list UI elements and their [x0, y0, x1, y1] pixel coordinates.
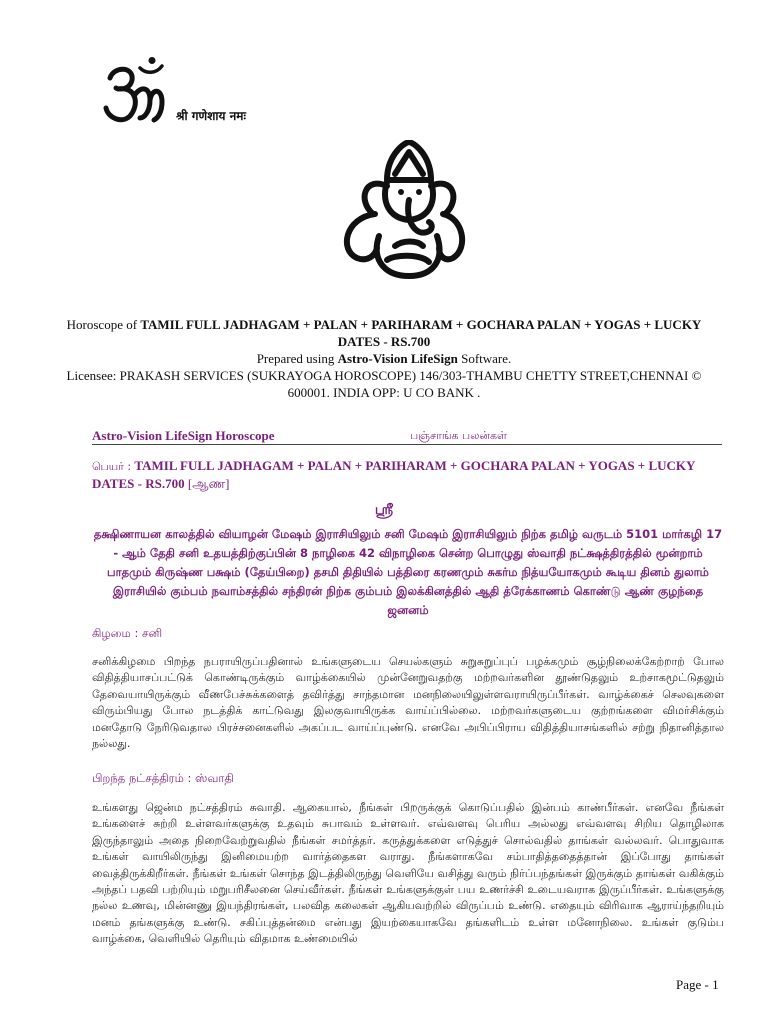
prepared-using-line: Prepared using Astro-Vision LifeSign Software.: [256, 351, 512, 366]
shri-ganeshaya-text: श्री गणेशाय नमः: [176, 109, 246, 123]
licensee-line: Licensee: PRAKASH SERVICES (SUKRAYOGA HOROSCOPE) 146/303-THAMBU CHETTY STREET,CHENNAI © 600001. INDIA OPP: U CO BANK .: [66, 368, 702, 400]
weekday-paragraph: சனிக்கிழமை பிறந்த நபராயிருப்பதினால் உங்களுடைய செயல்களும் சுறுசுறுப்புப் பழக்கமும் சூழ்நிலைக்கேற்றாற் போல விதித்தியாசப்பட்டுக் கொண்டிருக்கும் வாழ்க்கையில் முன்னேறுவதற்கு மற்றவர்களின தூண்டுதலும் உற்சாகமூட்டுதலும் தேவையாயிருக்கும் வீணபேச்சுக்களைத் தவிர்த்து சாந்தமான மனநிலையிலுள்ளவராயிருப்பீர்கள். வாழ்க்கைச் செலவுகளை விரும்பியது போல நடத்திக் காட்டுவது இலகுவாயிருக்க வாய்ப்பில்லை. மற்றவர்களுடைய குற்றங்களை விமர்சிக்கும் மனதோடு நேரிடுவதால பிரச்சனைகளில் அகப்பட வாய்ப்புண்டு. எனவே அபிப்பிராய விதித்தியாசங்களில் சற்று நிதானித்தால நல்லது.: [92, 655, 724, 751]
ganesha-icon: [335, 140, 470, 280]
shri-tamil: ஸ்ரீ: [374, 502, 394, 518]
nakshatra-paragraph: உங்களது ஜென்ம நட்சத்திரம் சுவாதி. ஆகையால், நீங்கள் பிறருக்குக் கொடுப்பதில் இன்பம் காண்பீர்கள். எனவே நீங்கள் உங்களைச் சுற்றி உள்ளவர்களுக்கு உதவும் சுபாவம் உள்ளவர். எவ்வளவு பெரிய அல்லது எவ்வளவு சிறிய தொழிலாக இருந்தாலும் அதை நிறைவேற்றுவதில் நீங்கள் சமர்த்தர். கருத்துக்களை எடுத்துச் சொல்வதில் தாங்கள் வல்லவர். பொதுவாக உங்கள் வாயிலிருந்து இனிமையற்ற வார்த்தைகள வராது. நீங்களாகவே சம்பாதித்ததைத்தான் இப்போது தாங்கள் வைத்திருக்கிறீர்கள். நீங்கள் உங்கள் சொந்த இடத்திலிருந்து வெளியே வசித்து வரும் நிர்ப்பந்தங்கள் இருக்கும் தாங்கள் வகிக்கும் அந்தப் பதவி பற்றியும் மறுபரிசீலனை செய்வீர்கள். நீங்கள் உங்களுக்குள் பய உணர்ச்சி உடையவராக இருப்பீர்கள். உங்களுக்கு நல்ல உணவு, மின்னணு இயந்திரங்கள், பலவித கலைகள் ஆகியவற்றில் விருப்பம் உண்டு. எதையும் விரிவாக ஆராய்ந்தறியும் மனம் தங்களுக்கு உண்டு. சகிப்புத்தன்மை என்பது இயற்கையாகவே தங்களிடம் உள்ள மனோநிலை. உங்கள் குடும்ப வாழ்க்கை, வெளியில் தெரியும் விதமாக உண்மையில்: [92, 801, 724, 946]
horoscope-title: Horoscope of TAMIL FULL JADHAGAM + PALAN + PARIHARAM + GOCHARA PALAN + YOGAS + LUCKY DATES - RS.700: [66, 317, 702, 349]
name-label: பெயர் :: [92, 460, 132, 473]
horoscope-title-block: [60, 316, 708, 401]
section-title-right: பஞ்சாங்க பலன்கள்: [410, 429, 507, 442]
nakshatra-heading: பிறந்த நட்சத்திரம் : ஸ்வாதி: [92, 771, 234, 785]
name-value: TAMIL FULL JADHAGAM + PALAN + PARIHARAM + GOCHARA PALAN + YOGAS + LUCKY DATES - RS.700: [92, 458, 695, 491]
om-symbol-icon: [100, 56, 170, 126]
astro-paragraph: தக்ஷிணாயன காலத்தில் வியாழன் மேஷம் இராசியிலும் சனி மேஷம் இராசியிலும் நிற்க தமிழ் வருடம் 5101 மார்கழி 17 - ஆம் தேதி சனி உதயத்திற்குப்பின் 8 நாழிகை 42 விநாழிகை சென்ற பொழுது ஸ்வாதி நட்க்ஷத்திரத்தில் மூன்றாம் பாதமும் கிருஷ்ண பக்ஷம் (தேய்பிறை) தசமி திதியில் பத்திரை கரணமும் சுகர்ம நித்யயோகமும் கூடிய தினம் துலாம் இராசியில் கும்பம் நவாம்சத்தில் சந்திரன் நிற்க கும்பம் இலக்கினத்தில் ஆதி த்ரேக்காணம் கொண்டு ஆண் குழந்தை ஜனனம்: [93, 527, 723, 617]
weekday-heading: கிழமை : சனி: [92, 626, 163, 640]
gender-value: [ஆண]: [187, 476, 230, 491]
page-number: Page - 1: [676, 977, 719, 992]
section-title-left: Astro-Vision LifeSign Horoscope: [92, 428, 275, 443]
name-line: [92, 457, 724, 492]
section-header: [92, 428, 722, 445]
